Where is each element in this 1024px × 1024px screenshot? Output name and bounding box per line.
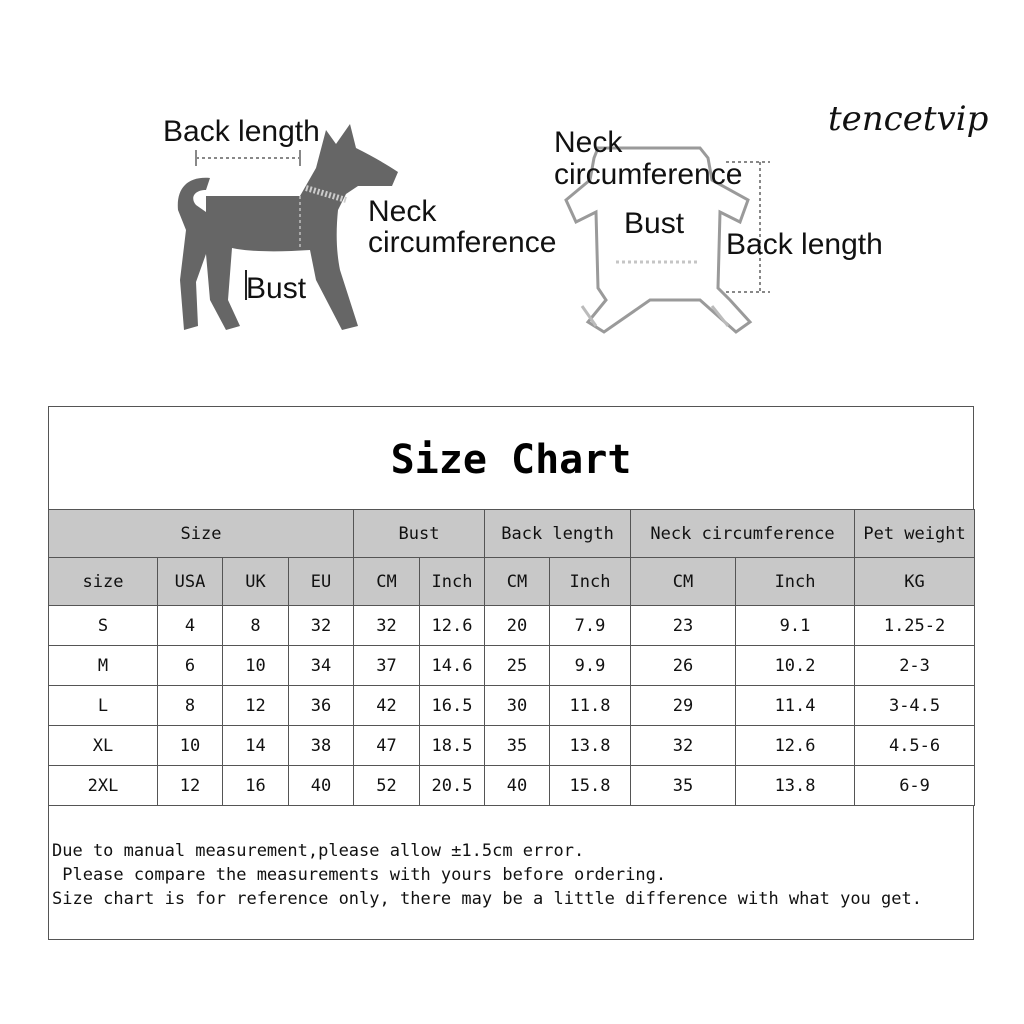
table-cell: 16: [223, 766, 289, 806]
table-cell: 3-4.5: [855, 686, 975, 726]
table-row: [49, 606, 975, 646]
subheader-cell: CM: [485, 558, 550, 606]
measurement-illustration: [0, 0, 1024, 380]
table-cell: 18.5: [420, 726, 485, 766]
table-cell: 2-3: [855, 646, 975, 686]
table-cell: 34: [289, 646, 354, 686]
header-back-length: Back length: [485, 510, 631, 558]
table-cell: 11.4: [736, 686, 855, 726]
size-chart: [48, 406, 974, 940]
table-row: [49, 686, 975, 726]
subheader-cell: Inch: [736, 558, 855, 606]
table-cell: 36: [289, 686, 354, 726]
table-cell: 38: [289, 726, 354, 766]
table-row: [49, 726, 975, 766]
table-cell: 9.1: [736, 606, 855, 646]
table-cell: 2XL: [49, 766, 158, 806]
header-neck-circumference: Neck circumference: [631, 510, 855, 558]
table-cell: 4.5-6: [855, 726, 975, 766]
table-cell: 12: [158, 766, 223, 806]
table-group-header-row: [49, 510, 975, 558]
table-cell: 32: [354, 606, 420, 646]
measurement-notes: [52, 839, 922, 911]
header-size: Size: [49, 510, 354, 558]
table-cell: 30: [485, 686, 550, 726]
table-cell: XL: [49, 726, 158, 766]
dog-back-length-label: Back length: [163, 115, 320, 148]
table-cell: 40: [485, 766, 550, 806]
table-cell: 10: [158, 726, 223, 766]
size-table: [48, 509, 975, 806]
table-cell: 40: [289, 766, 354, 806]
table-cell: 10: [223, 646, 289, 686]
brand-watermark: tencetvip: [828, 99, 989, 139]
subheader-cell: USA: [158, 558, 223, 606]
table-cell: 8: [223, 606, 289, 646]
table-cell: 12: [223, 686, 289, 726]
table-cell: M: [49, 646, 158, 686]
note-line: Size chart is for reference only, there may be a little difference with what you get.: [52, 889, 922, 909]
table-cell: 47: [354, 726, 420, 766]
table-cell: 26: [631, 646, 736, 686]
table-cell: 32: [631, 726, 736, 766]
garment-neck-label: Neck: [554, 126, 623, 159]
table-cell: 7.9: [550, 606, 631, 646]
table-cell: 35: [485, 726, 550, 766]
dog-circumference-label: circumference: [368, 226, 557, 259]
table-cell: 8: [158, 686, 223, 726]
table-cell: 52: [354, 766, 420, 806]
dog-neck-label: Neck: [368, 195, 437, 228]
chart-title: Size Chart: [390, 437, 632, 483]
subheader-cell: KG: [855, 558, 975, 606]
subheader-cell: Inch: [420, 558, 485, 606]
table-cell: S: [49, 606, 158, 646]
table-cell: 11.8: [550, 686, 631, 726]
table-cell: 16.5: [420, 686, 485, 726]
table-cell: 14: [223, 726, 289, 766]
table-cell: 20.5: [420, 766, 485, 806]
garment-circumference-label: circumference: [554, 158, 743, 191]
subheader-cell: CM: [631, 558, 736, 606]
table-cell: 12.6: [736, 726, 855, 766]
table-row: [49, 646, 975, 686]
table-cell: 15.8: [550, 766, 631, 806]
table-cell: 25: [485, 646, 550, 686]
table-cell: 4: [158, 606, 223, 646]
dog-bust-label: Bust: [246, 272, 307, 305]
table-cell: 35: [631, 766, 736, 806]
table-cell: 6-9: [855, 766, 975, 806]
note-line: Please compare the measurements with yours before ordering.: [52, 865, 667, 885]
subheader-cell: size: [49, 558, 158, 606]
table-cell: 29: [631, 686, 736, 726]
table-cell: 13.8: [550, 726, 631, 766]
table-cell: 1.25-2: [855, 606, 975, 646]
table-cell: 20: [485, 606, 550, 646]
subheader-cell: Inch: [550, 558, 631, 606]
table-cell: 37: [354, 646, 420, 686]
table-cell: 42: [354, 686, 420, 726]
subheader-cell: EU: [289, 558, 354, 606]
subheader-cell: CM: [354, 558, 420, 606]
table-cell: L: [49, 686, 158, 726]
table-row: [49, 766, 975, 806]
header-pet-weight: Pet weight: [855, 510, 975, 558]
table-cell: 6: [158, 646, 223, 686]
table-subheader-row: [49, 558, 975, 606]
garment-back-length-label: Back length: [726, 228, 883, 261]
table-cell: 23: [631, 606, 736, 646]
table-cell: 13.8: [736, 766, 855, 806]
table-cell: 9.9: [550, 646, 631, 686]
table-cell: 12.6: [420, 606, 485, 646]
table-cell: 10.2: [736, 646, 855, 686]
note-line: Due to manual measurement,please allow ±1.5cm error.: [52, 841, 585, 861]
garment-bust-label: Bust: [624, 207, 685, 240]
header-bust: Bust: [354, 510, 485, 558]
table-cell: 14.6: [420, 646, 485, 686]
table-cell: 32: [289, 606, 354, 646]
subheader-cell: UK: [223, 558, 289, 606]
